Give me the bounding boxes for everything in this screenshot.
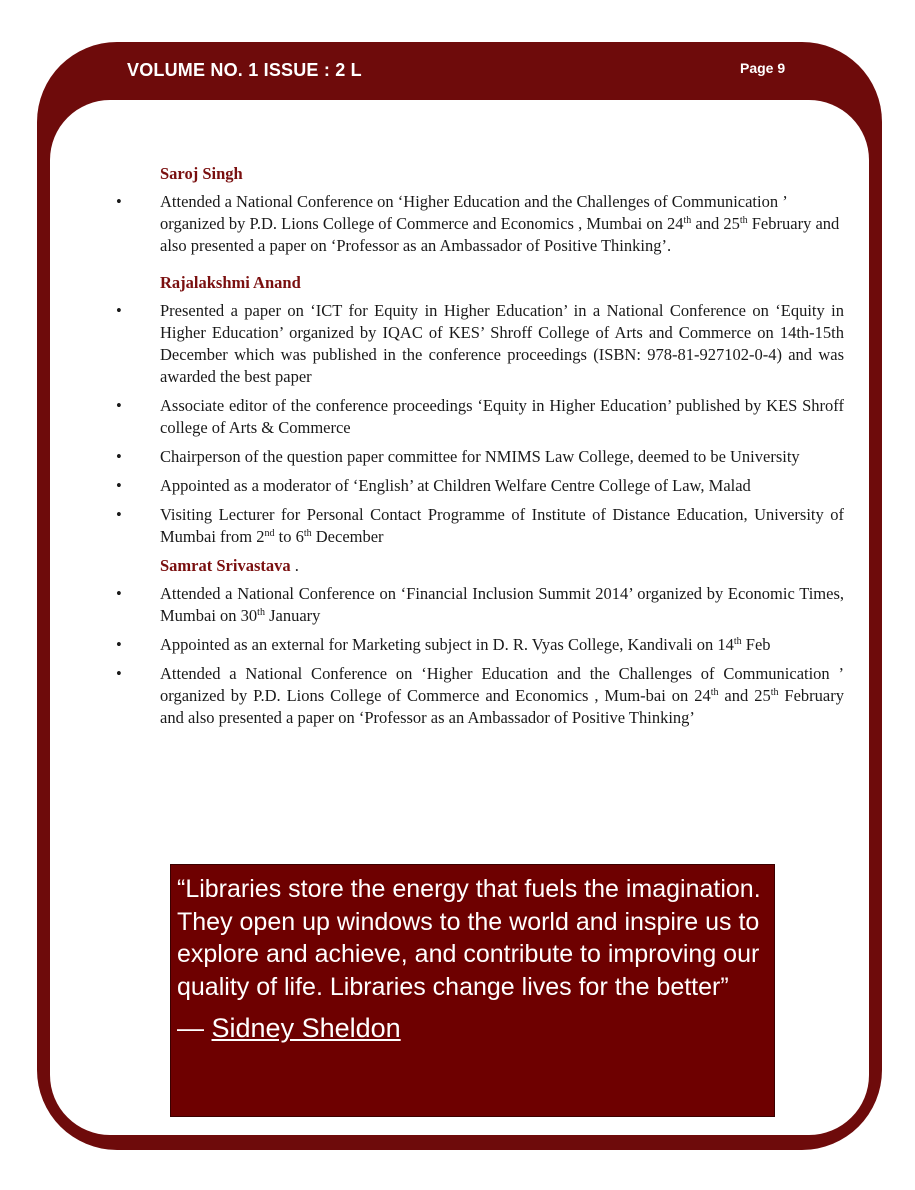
- quote-text: “Libraries store the energy that fuels the imagination. They open up windows to the world and inspire us to explore and achieve, and contribute to improving our quality of life. Libraries change lives for the better”: [177, 875, 761, 1001]
- volume-title: VOLUME NO. 1 ISSUE : 2 L: [127, 60, 362, 80]
- list-item: • Appointed as a moderator of ‘English’ at Children Welfare Centre College of Law, Malad: [110, 475, 844, 497]
- list-item: • Chairperson of the question paper committee for NMIMS Law College, deemed to be University: [110, 446, 844, 468]
- person-name: Samrat Srivastava .: [160, 556, 299, 575]
- author-link[interactable]: Sidney Sheldon: [211, 1013, 401, 1043]
- quote-author: — Sidney Sheldon: [177, 1013, 401, 1043]
- list-item: • Attended a National Conference on ‘Higher Education and the Challenges of Communication ’ organized by P.D. Lions College of Commerce and Economics , Mum-bai on 24th and 25th February and also presented a paper on ‘Professor as an Ambassador of Positive Thinking’: [110, 663, 844, 729]
- person-name: Saroj Singh: [160, 164, 243, 183]
- list-item: • Attended a National Conference on ‘Financial Inclusion Summit 2014’ organized by Economic Times, Mumbai on 30th January: [110, 583, 844, 627]
- list-item: • Visiting Lecturer for Personal Contact Programme of Institute of Distance Education, University of Mumbai from 2nd to 6th December: [110, 504, 844, 548]
- content-area: [110, 163, 844, 736]
- page-number: Page 9: [740, 60, 786, 76]
- list-item: • Associate editor of the conference proceedings ‘Equity in Higher Education’ published by KES Shroff college of Arts & Commerce: [110, 395, 844, 439]
- person-name: Rajalakshmi Anand: [160, 273, 301, 292]
- list-item: • Attended a National Conference on ‘Higher Education and the Challenges of Communication ’ organized by P.D. Lions College of Commerce and Economics , Mumbai on 24th and 25th February and also presented a paper on ‘Professor as an Ambassador of Positive Thinking’.: [110, 191, 844, 257]
- list-item: • Presented a paper on ‘ICT for Equity in Higher Education’ in a National Conference on ‘Equity in Higher Education’ organized by IQAC of KES’ Shroff College of Arts and Commerce on 14th-15th December which was published in the conference proceedings (ISBN: 978-81-927102-0-4) and was awarded the best paper: [110, 300, 844, 388]
- list-item: • Appointed as an external for Marketing subject in D. R. Vyas College, Kandivali on 14th Feb: [110, 634, 844, 656]
- quote-box: [170, 864, 775, 1117]
